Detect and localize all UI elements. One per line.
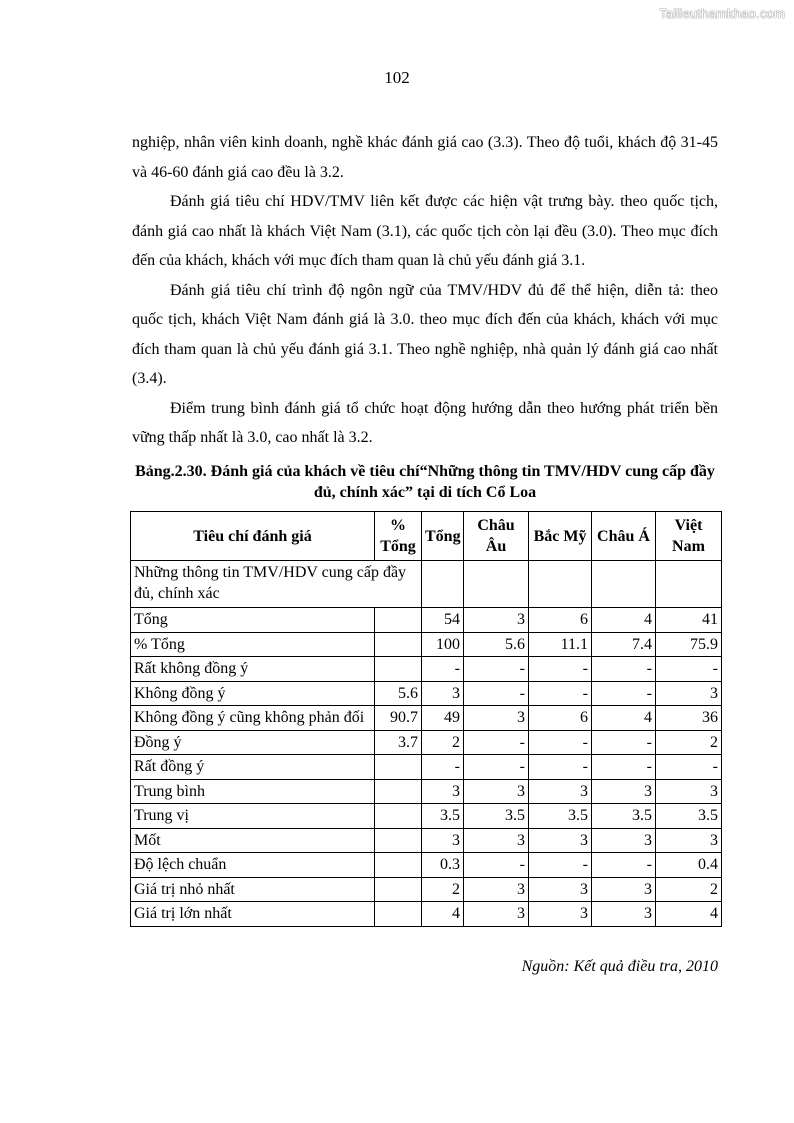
table-cell: 7.4 — [592, 632, 656, 657]
col-header-vietnam: Việt Nam — [656, 512, 722, 561]
row-label: Không đồng ý — [131, 681, 375, 706]
watermark: Tailieuthamkhao.com — [659, 6, 785, 21]
table-row — [131, 632, 722, 657]
table-cell: 5.6 — [464, 632, 529, 657]
table-cell: 3 — [422, 828, 464, 853]
table-cell: 3 — [592, 877, 656, 902]
table-cell: 75.9 — [656, 632, 722, 657]
table-cell: 3.5 — [656, 804, 722, 829]
table-cell: 4 — [592, 608, 656, 633]
table-cell — [375, 632, 422, 657]
table-cell: 3.5 — [464, 804, 529, 829]
table-cell: 6 — [529, 608, 592, 633]
table-cell: - — [656, 657, 722, 682]
table-cell: - — [464, 853, 529, 878]
table-cell — [375, 608, 422, 633]
row-label: Mốt — [131, 828, 375, 853]
table-cell: 3 — [422, 681, 464, 706]
table-cell: - — [592, 853, 656, 878]
table-cell: 3.5 — [422, 804, 464, 829]
col-header-criteria: Tiêu chí đánh giá — [131, 512, 375, 561]
table-cell: 2 — [656, 877, 722, 902]
table-cell: 3 — [592, 779, 656, 804]
row-label: % Tổng — [131, 632, 375, 657]
table-cell: - — [529, 853, 592, 878]
table-row — [131, 657, 722, 682]
table-row — [131, 828, 722, 853]
table-cell — [375, 877, 422, 902]
table-header-row — [131, 512, 722, 561]
table-cell: 2 — [422, 730, 464, 755]
table-cell: 3 — [592, 828, 656, 853]
table-row — [131, 730, 722, 755]
table-cell: - — [529, 730, 592, 755]
row-label: Giá trị lớn nhất — [131, 902, 375, 927]
table-cell: 3 — [656, 681, 722, 706]
row-label: Rất không đồng ý — [131, 657, 375, 682]
table-cell: - — [592, 681, 656, 706]
table-cell: 4 — [656, 902, 722, 927]
table-cell: 3 — [464, 779, 529, 804]
table-caption: Bảng.2.30. Đánh giá của khách về tiêu chí“Những thông tin TMV/HDV cung cấp đầy đủ, chính xác” tại di tích Cổ Loa — [135, 463, 715, 501]
table-cell: - — [422, 755, 464, 780]
table-cell: 36 — [656, 706, 722, 731]
row-label: Đồng ý — [131, 730, 375, 755]
table-cell — [375, 902, 422, 927]
table-row — [131, 853, 722, 878]
table-cell — [375, 804, 422, 829]
table-cell — [375, 853, 422, 878]
table-cell: 3 — [592, 902, 656, 927]
col-header-europe: Châu Âu — [464, 512, 529, 561]
table-cell: - — [592, 755, 656, 780]
table-cell: - — [464, 730, 529, 755]
table-cell — [529, 561, 592, 608]
table-cell: - — [529, 657, 592, 682]
row-label: Tổng — [131, 608, 375, 633]
row-label: Giá trị nhỏ nhất — [131, 877, 375, 902]
table-cell: 3 — [529, 877, 592, 902]
group-label: Những thông tin TMV/HDV cung cấp đầy đủ, chính xác — [131, 561, 422, 608]
paragraph: Đánh giá tiêu chí trình độ ngôn ngữ của TMV/HDV đủ để thể hiện, diễn tả: theo quốc tịch, khách Việt Nam đánh giá là 3.0. theo mục đích đến của khách, khách với mục đích tham quan là chủ yếu đánh giá 3.1. Theo nghề nghiệp, nhà quản lý đánh giá cao nhất (3.4). — [132, 281, 718, 387]
group-row — [131, 561, 722, 608]
table-cell: - — [464, 657, 529, 682]
row-label: Trung vị — [131, 804, 375, 829]
table-cell: 49 — [422, 706, 464, 731]
table-cell — [422, 561, 464, 608]
table-cell — [656, 561, 722, 608]
table-cell: - — [656, 755, 722, 780]
table-cell: 0.4 — [656, 853, 722, 878]
table-cell: - — [464, 681, 529, 706]
table-cell: - — [592, 657, 656, 682]
table-row — [131, 681, 722, 706]
table-cell: 3 — [464, 902, 529, 927]
col-header-percent-total: % Tổng — [375, 512, 422, 561]
table-cell — [375, 828, 422, 853]
table-cell: 4 — [422, 902, 464, 927]
row-label: Không đồng ý cũng không phản đối — [131, 706, 375, 731]
table-cell — [464, 561, 529, 608]
table-cell — [375, 657, 422, 682]
table-cell: 41 — [656, 608, 722, 633]
paragraph: nghiệp, nhân viên kinh doanh, nghề khác đánh giá cao (3.3). Theo độ tuổi, khách độ 31-45 và 46-60 đánh giá cao đều là 3.2. — [132, 134, 718, 181]
table-cell: 3 — [656, 779, 722, 804]
table-cell: 5.6 — [375, 681, 422, 706]
table-cell: 100 — [422, 632, 464, 657]
col-header-asia: Châu Á — [592, 512, 656, 561]
table-cell: 4 — [592, 706, 656, 731]
col-header-total: Tổng — [422, 512, 464, 561]
body-text — [132, 128, 718, 453]
table-cell: 6 — [529, 706, 592, 731]
table-cell — [375, 779, 422, 804]
table-cell: - — [422, 657, 464, 682]
table-cell: 3 — [464, 706, 529, 731]
table-cell: - — [592, 730, 656, 755]
row-label: Độ lệch chuẩn — [131, 853, 375, 878]
row-label: Trung bình — [131, 779, 375, 804]
table-cell: 2 — [422, 877, 464, 902]
source-note: Nguồn: Kết quả điều tra, 2010 — [521, 958, 718, 975]
table-cell: - — [529, 755, 592, 780]
table-cell — [375, 755, 422, 780]
table-cell: 3 — [464, 608, 529, 633]
paragraph: Đánh giá tiêu chí HDV/TMV liên kết được các hiện vật trưng bày. theo quốc tịch, đánh giá cao nhất là khách Việt Nam (3.1), các quốc tịch còn lại đều (3.0). Theo mục đích đến của khách, khách với mục đích tham quan là chủ yếu đánh giá 3.1. — [132, 193, 718, 269]
table-row — [131, 877, 722, 902]
table-row — [131, 755, 722, 780]
table-cell: - — [464, 755, 529, 780]
paragraph: Điểm trung bình đánh giá tổ chức hoạt động hướng dẫn theo hướng phát triển bền vững thấp nhất là 3.0, cao nhất là 3.2. — [132, 399, 718, 446]
table-cell: 3 — [529, 779, 592, 804]
table-cell — [592, 561, 656, 608]
table-cell: 3 — [656, 828, 722, 853]
table-row — [131, 902, 722, 927]
table-row — [131, 804, 722, 829]
table-row — [131, 706, 722, 731]
table-cell: - — [529, 681, 592, 706]
table-cell: 3 — [529, 902, 592, 927]
evaluation-table — [130, 511, 722, 927]
table-cell: 3 — [464, 828, 529, 853]
table-cell: 3 — [529, 828, 592, 853]
table-cell: 2 — [656, 730, 722, 755]
page-number: 102 — [384, 68, 410, 87]
table-cell: 3 — [422, 779, 464, 804]
table-cell: 90.7 — [375, 706, 422, 731]
table-cell: 3.7 — [375, 730, 422, 755]
col-header-north-america: Bắc Mỹ — [529, 512, 592, 561]
table-cell: 0.3 — [422, 853, 464, 878]
table-cell: 3.5 — [529, 804, 592, 829]
table-cell: 11.1 — [529, 632, 592, 657]
table-row — [131, 608, 722, 633]
row-label: Rất đồng ý — [131, 755, 375, 780]
table-row — [131, 779, 722, 804]
table-cell: 3.5 — [592, 804, 656, 829]
table-cell: 3 — [464, 877, 529, 902]
table-cell: 54 — [422, 608, 464, 633]
